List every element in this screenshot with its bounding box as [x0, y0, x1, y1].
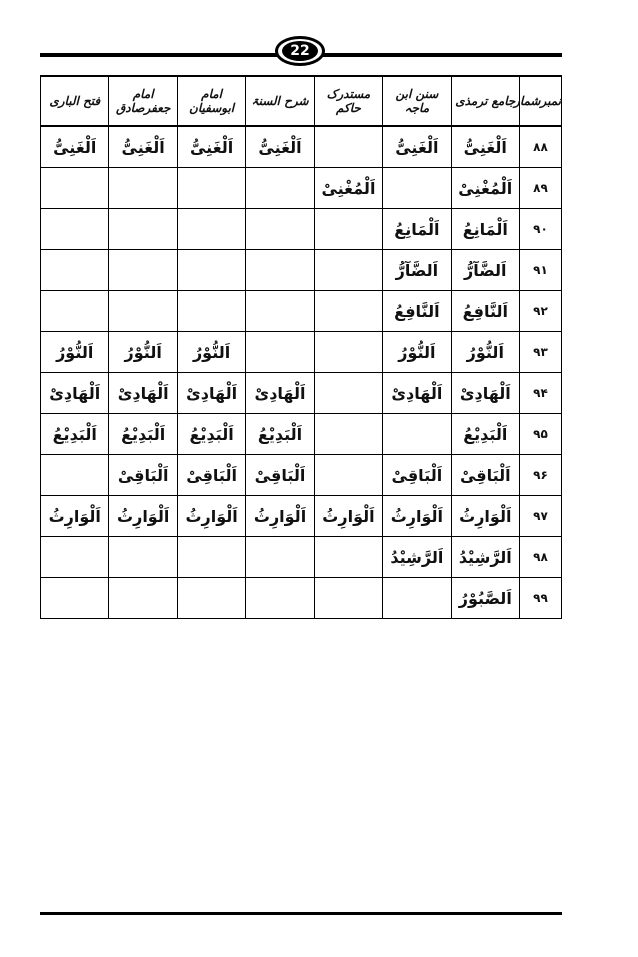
row-number: ۸۹ — [520, 168, 562, 209]
header-cell: شرح السنۃ — [246, 76, 314, 126]
name-cell: اَلْغَنِیُّ — [109, 126, 177, 168]
name-cell: اَلرَّشِیْدُ — [451, 537, 519, 578]
name-cell — [383, 578, 451, 619]
name-cell — [109, 250, 177, 291]
name-cell — [41, 250, 109, 291]
row-number: ۹۸ — [520, 537, 562, 578]
name-cell: اَلْوَارِثُ — [314, 496, 382, 537]
name-cell: اَلْهَادِیْ — [41, 373, 109, 414]
name-cell — [246, 332, 314, 373]
table-row — [41, 373, 562, 414]
name-cell: اَلضَّآرُّ — [451, 250, 519, 291]
table-row — [41, 496, 562, 537]
name-cell: اَلضَّآرُّ — [383, 250, 451, 291]
name-cell: اَلْوَارِثُ — [246, 496, 314, 537]
name-cell: اَلْبَدِیْعُ — [177, 414, 245, 455]
header-cell: نمبرشمار — [520, 76, 562, 126]
page-number: 22 — [282, 41, 318, 61]
row-number: ۹۹ — [520, 578, 562, 619]
name-cell — [383, 414, 451, 455]
row-number: ۹۱ — [520, 250, 562, 291]
name-cell: اَلنُّوْرُ — [177, 332, 245, 373]
name-cell — [246, 209, 314, 250]
name-cell — [314, 578, 382, 619]
row-number: ۹۵ — [520, 414, 562, 455]
name-cell — [246, 578, 314, 619]
names-table — [40, 75, 562, 619]
table-row — [41, 537, 562, 578]
row-number: ۹۴ — [520, 373, 562, 414]
table-row — [41, 455, 562, 496]
table-header-row — [41, 76, 562, 126]
name-cell — [109, 168, 177, 209]
name-cell — [314, 455, 382, 496]
name-cell — [177, 291, 245, 332]
name-cell: اَلْبَدِیْعُ — [109, 414, 177, 455]
name-cell: اَلْمُغْنِیْ — [451, 168, 519, 209]
table-row — [41, 209, 562, 250]
header-cell: جامع ترمذی — [451, 76, 519, 126]
name-cell: اَلْهَادِیْ — [177, 373, 245, 414]
name-cell — [177, 537, 245, 578]
name-cell — [41, 168, 109, 209]
name-cell — [109, 578, 177, 619]
header-cell: امام ابوسفیان — [177, 76, 245, 126]
name-cell — [177, 168, 245, 209]
name-cell: اَلنُّوْرُ — [109, 332, 177, 373]
header-cell: سنن ابن ماجہ — [383, 76, 451, 126]
name-cell — [314, 373, 382, 414]
table-row — [41, 578, 562, 619]
name-cell — [314, 250, 382, 291]
table-row — [41, 291, 562, 332]
name-cell: اَلْهَادِیْ — [383, 373, 451, 414]
name-cell — [314, 332, 382, 373]
name-cell: اَلْوَارِثُ — [383, 496, 451, 537]
name-cell — [177, 209, 245, 250]
header-cell: فتح الباری — [41, 76, 109, 126]
name-cell — [246, 291, 314, 332]
row-number: ۹۳ — [520, 332, 562, 373]
name-cell: اَلْوَارِثُ — [177, 496, 245, 537]
name-cell: اَلنَّافِعُ — [383, 291, 451, 332]
name-cell — [314, 126, 382, 168]
name-cell: اَلْمَانِعُ — [383, 209, 451, 250]
name-cell: اَلْبَاقِیْ — [383, 455, 451, 496]
name-cell — [41, 291, 109, 332]
table-row — [41, 332, 562, 373]
name-cell — [314, 291, 382, 332]
table-row — [41, 414, 562, 455]
page-number-badge — [275, 36, 325, 66]
name-cell — [41, 209, 109, 250]
name-cell: اَلْبَدِیْعُ — [246, 414, 314, 455]
name-cell: اَلصَّبُوْرُ — [451, 578, 519, 619]
header-cell: مستدرک حاکم — [314, 76, 382, 126]
row-number: ۹۰ — [520, 209, 562, 250]
name-cell — [109, 209, 177, 250]
table-row — [41, 168, 562, 209]
name-cell: اَلنُّوْرُ — [451, 332, 519, 373]
name-cell — [177, 250, 245, 291]
name-cell — [177, 578, 245, 619]
name-cell — [41, 455, 109, 496]
name-cell — [41, 537, 109, 578]
name-cell: اَلْغَنِیُّ — [451, 126, 519, 168]
name-cell — [314, 414, 382, 455]
name-cell — [109, 291, 177, 332]
name-cell: اَلْهَادِیْ — [109, 373, 177, 414]
name-cell: اَلْبَدِیْعُ — [451, 414, 519, 455]
name-cell: اَلْبَدِیْعُ — [41, 414, 109, 455]
table-row — [41, 250, 562, 291]
name-cell: اَلرَّشِیْدُ — [383, 537, 451, 578]
name-cell — [383, 168, 451, 209]
name-cell — [246, 537, 314, 578]
name-cell: اَلْغَنِیُّ — [177, 126, 245, 168]
name-cell: اَلْبَاقِیْ — [109, 455, 177, 496]
name-cell: اَلْهَادِیْ — [246, 373, 314, 414]
table-row — [41, 126, 562, 168]
row-number: ۸۸ — [520, 126, 562, 168]
name-cell: اَلْهَادِیْ — [451, 373, 519, 414]
name-cell: اَلنَّافِعُ — [451, 291, 519, 332]
name-cell: اَلْغَنِیُّ — [383, 126, 451, 168]
name-cell: اَلنُّوْرُ — [41, 332, 109, 373]
name-cell: اَلْمُغْنِیْ — [314, 168, 382, 209]
name-cell: اَلنُّوْرُ — [383, 332, 451, 373]
name-cell — [314, 209, 382, 250]
row-number: ۹۲ — [520, 291, 562, 332]
row-number: ۹۶ — [520, 455, 562, 496]
name-cell — [246, 168, 314, 209]
name-cell: اَلْبَاقِیْ — [246, 455, 314, 496]
name-cell: اَلْبَاقِیْ — [177, 455, 245, 496]
name-cell — [41, 578, 109, 619]
header-cell: امام جعفرصادق — [109, 76, 177, 126]
bottom-rule — [40, 912, 562, 915]
name-cell — [109, 537, 177, 578]
name-cell: اَلْمَانِعُ — [451, 209, 519, 250]
name-cell: اَلْوَارِثُ — [41, 496, 109, 537]
table-body — [41, 126, 562, 619]
row-number: ۹۷ — [520, 496, 562, 537]
name-cell: اَلْغَنِیُّ — [41, 126, 109, 168]
name-cell — [314, 537, 382, 578]
name-cell — [246, 250, 314, 291]
name-cell: اَلْبَاقِیْ — [451, 455, 519, 496]
name-cell: اَلْغَنِیُّ — [246, 126, 314, 168]
name-cell: اَلْوَارِثُ — [109, 496, 177, 537]
name-cell: اَلْوَارِثُ — [451, 496, 519, 537]
